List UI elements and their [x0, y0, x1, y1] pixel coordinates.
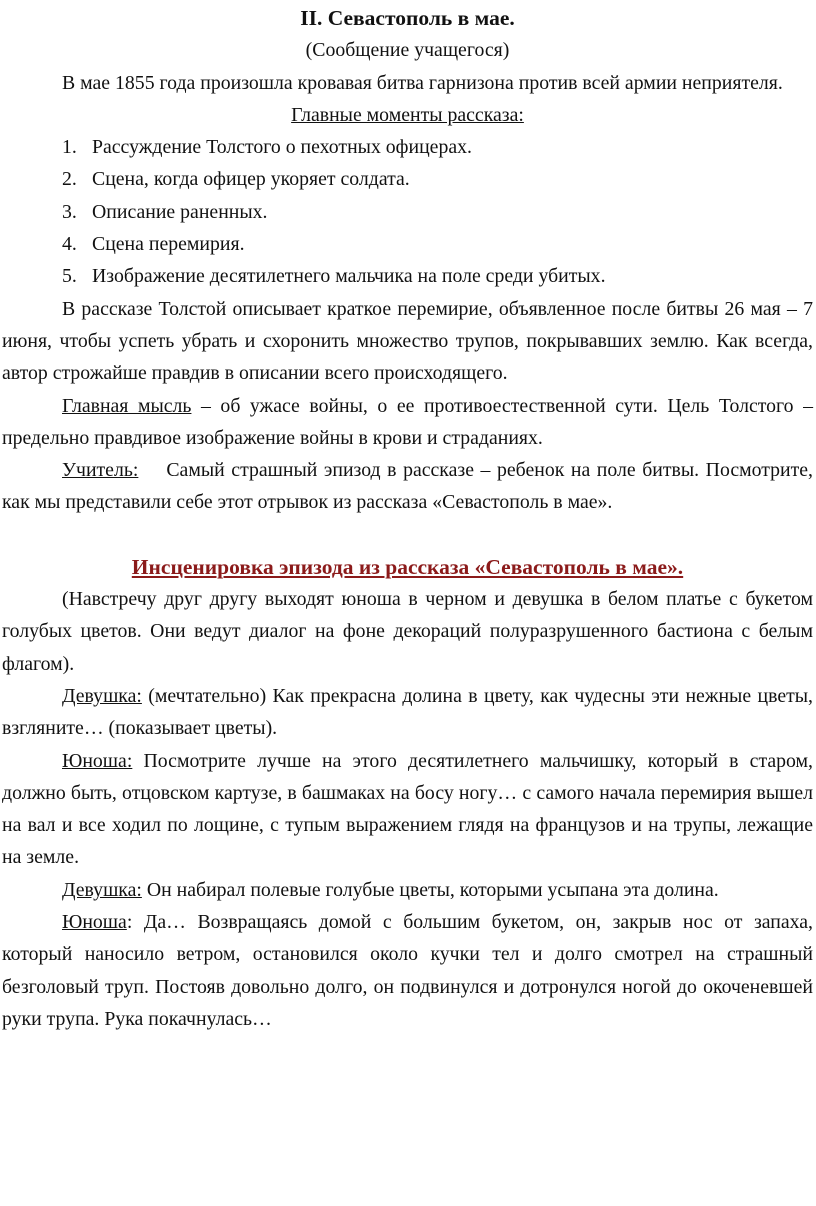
blank-line: [2, 519, 813, 551]
teacher-label: Учитель:: [62, 459, 139, 482]
list-item: [62, 163, 813, 195]
list-item-text: Описание раненных.: [92, 200, 268, 223]
intro-paragraph: В мае 1855 года произошла кровавая битва гарнизона против всей армии неприятеля.: [62, 71, 783, 94]
speaker-label: Юноша:: [62, 749, 133, 772]
list-item-number: 1.: [62, 136, 77, 159]
main-idea-paragraph: [2, 390, 813, 455]
moments-list: [2, 131, 813, 292]
list-item: [62, 196, 813, 228]
list-item-number: 4.: [62, 233, 77, 256]
dialogue-line: [2, 680, 813, 745]
list-item: [62, 260, 813, 292]
list-item-number: 2.: [62, 168, 77, 191]
dialogue-line: [2, 745, 813, 874]
list-item: [62, 228, 813, 260]
truce-paragraph: В рассказе Толстой описывает краткое перемирие, объявленное после битвы 26 мая – 7 июня, чтобы успеть убрать и схоронить множество трупов, покрывавших землю. Как всегда, автор строжайше правдив в описании всего происходящего.: [2, 297, 813, 385]
dialogue-line: [2, 906, 813, 1035]
section-title: II. Севастополь в мае.: [300, 6, 515, 30]
teacher-paragraph: [2, 454, 813, 519]
list-item: [62, 131, 813, 163]
teacher-text: Самый страшный эпизод в рассказе – ребенок на поле битвы. Посмотрите, как мы представили себе этот отрывок из рассказа «Севастополь в мае».: [2, 459, 813, 514]
list-item-text: Изображение десятилетнего мальчика на поле среди убитых.: [92, 265, 606, 288]
speaker-label: Девушка:: [62, 878, 142, 901]
stage-direction: (Навстречу друг другу выходят юноша в черном и девушка в белом платье с букетом голубых цветов. Они ведут диалог на фоне декораций полуразрушенного бастиона с белым флагом).: [2, 588, 813, 675]
dialogue-text: (мечтательно) Как прекрасна долина в цвету, как чудесны эти нежные цветы, взгляните… (показывает цветы).: [2, 684, 813, 740]
speaker-label: Девушка:: [62, 684, 142, 707]
dialogue-line: [2, 874, 813, 906]
moments-heading-line: [2, 99, 813, 131]
dialogue-text: Посмотрите лучше на этого десятилетнего мальчишку, который в старом, должно быть, отцовском картузе, в башмаках на босу ногу… с самого начала перемирия вышел на вал и все ходил по лощине, с тупым выражением глядя на французов и на трупы, лежащие на земле.: [2, 749, 813, 869]
list-item-text: Рассуждение Толстого о пехотных офицерах.: [92, 136, 472, 159]
section-subtitle: (Сообщение учащегося): [305, 39, 510, 62]
main-idea-text: – об ужасе войны, о ее противоестественной сути. Цель Толстого – предельно правдивое изображение войны в крови и страданиях.: [2, 394, 813, 449]
dialogue-text: : Да… Возвращаясь домой с большим букетом, он, закрыв нос от запаха, который наносило ветром, остановился около кучки тел и долго смотрел на страшный безголовый труп. Постояв довольно долго, он подвинулся и дотронулся ногой до окоченевшей руки трупа. Рука покачнулась…: [2, 911, 813, 1030]
list-item-text: Сцена перемирия.: [92, 233, 245, 256]
list-item-number: 5.: [62, 265, 77, 288]
main-idea-label: Главная мысль: [62, 394, 192, 417]
moments-heading: Главные моменты рассказа:: [291, 103, 524, 126]
speaker-label: Юноша: [62, 911, 127, 934]
list-item-text: Сцена, когда офицер укоряет солдата.: [92, 168, 410, 191]
list-item-number: 3.: [62, 200, 77, 223]
dialogue-text: Он набирал полевые голубые цветы, которыми усыпана эта долина.: [141, 878, 719, 901]
staging-heading: Инсценировка эпизода из рассказа «Севастополь в мае».: [131, 554, 684, 579]
